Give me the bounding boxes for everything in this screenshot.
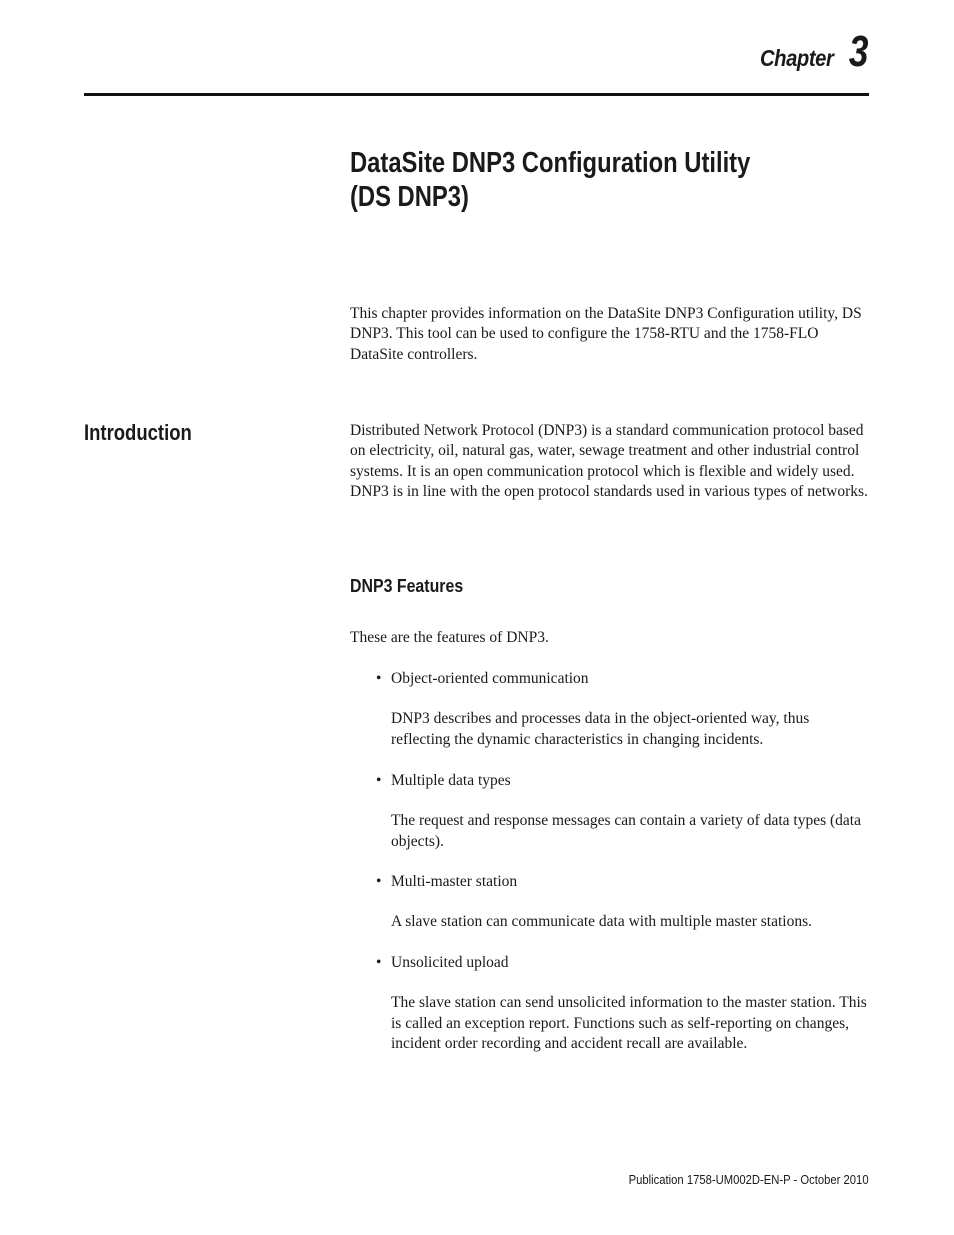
- chapter-header: [750, 27, 868, 76]
- chapter-label: Chapter: [760, 45, 834, 71]
- feature-item: [376, 669, 872, 750]
- bullet-icon: •: [376, 954, 382, 971]
- feature-description: DNP3 describes and processes data in the object-oriented way, thus reflecting the dynamic characteristics in changing incidents.: [391, 710, 810, 748]
- feature-label: Object-oriented communication: [391, 670, 589, 687]
- feature-item: [376, 953, 872, 1054]
- header-rule: [84, 93, 869, 96]
- bullet-icon: •: [376, 772, 382, 789]
- feature-description: The slave station can send unsolicited information to the master station. This is called an exception report. Functions such as self-reporting on changes, incident order recording and accident recall are available.: [391, 994, 867, 1052]
- feature-item: [376, 771, 872, 852]
- bullet-icon: •: [376, 670, 382, 687]
- section-heading-introduction: Introduction: [84, 420, 192, 445]
- feature-label: Multi-master station: [391, 873, 518, 890]
- bullet-icon: •: [376, 873, 382, 890]
- publication-footer: Publication 1758-UM002D-EN-P - October 2010: [629, 1173, 869, 1187]
- feature-label: Multiple data types: [391, 772, 511, 789]
- subsection-heading-dnp3-features: DNP3 Features: [350, 575, 464, 596]
- feature-label: Unsolicited upload: [391, 954, 509, 971]
- chapter-intro-paragraph: This chapter provides information on the DataSite DNP3 Configuration utility, DS DNP3. This tool can be used to configure the 1758-RTU and the 1758-FLO DataSite controllers.: [350, 305, 862, 363]
- feature-description: The request and response messages can contain a variety of data types (data objects).: [391, 812, 861, 850]
- feature-item: [376, 872, 872, 933]
- chapter-number: 3: [848, 27, 868, 76]
- features-lead-text: These are the features of DNP3.: [350, 629, 549, 646]
- feature-description: A slave station can communicate data with multiple master stations.: [391, 913, 812, 931]
- page-title-line-2: (DS DNP3): [350, 181, 469, 213]
- page-title: [350, 146, 776, 214]
- page-title-line-1: DataSite DNP3 Configuration Utility: [350, 147, 751, 179]
- introduction-paragraph: Distributed Network Protocol (DNP3) is a standard communication protocol based on electricity, oil, natural gas, water, sewage treatment and other industrial control systems. It is an open communication protocol which is flexible and widely used. DNP3 is in line with the open protocol standards used in various types of networks.: [350, 422, 868, 500]
